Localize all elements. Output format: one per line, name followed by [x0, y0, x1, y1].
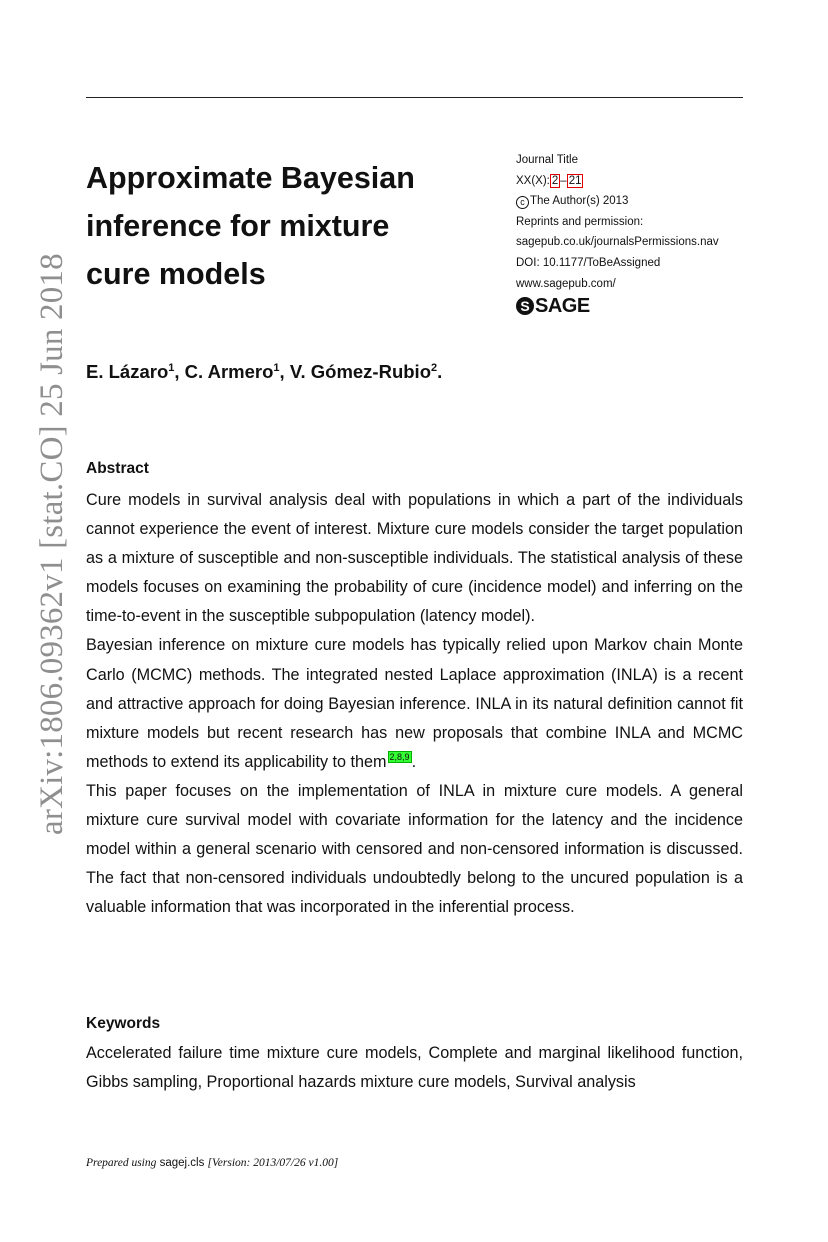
abstract-body [86, 486, 743, 922]
author-separator: , [174, 361, 185, 382]
sage-logo [516, 294, 590, 318]
sage-logo-icon: S [516, 297, 534, 315]
citation-link[interactable]: 2,8,9 [389, 751, 410, 762]
sentence-end: . [411, 752, 417, 771]
author-name: E. Lázaro [86, 361, 169, 382]
keywords-body [86, 1039, 743, 1097]
author-affiliation: 1 [273, 361, 280, 374]
website-link[interactable]: www.sagepub.com/ [516, 277, 616, 290]
footer-class-file: sagej.cls [159, 1157, 205, 1169]
page-start-link[interactable]: 2 [551, 174, 559, 187]
abstract-paragraph-text: Bayesian inference on mixture cure models has typically relied upon Markov chain Monte Carlo (MCMC) methods. The integrated nested Laplace approximation (INLA) is a recent and attractive approach for doing Bayesian inference. INLA in its natural definition cannot fit mixture models but recent research has new proposals that combine INLA and MCMC methods to extend its applicability to them [86, 636, 743, 771]
abstract-paragraph [86, 631, 743, 776]
copyright-icon: c [516, 196, 529, 209]
arxiv-identifier[interactable]: arXiv:1806.09362v1 [stat.CO] 25 Jun 2018 [34, 253, 70, 835]
page-separator: – [560, 174, 567, 187]
volume-prefix: XX(X): [516, 174, 550, 187]
author-affiliation: 1 [168, 361, 175, 374]
page-footer [86, 1156, 338, 1170]
title-line: inference for mixture [86, 209, 390, 243]
header-rule [86, 97, 743, 98]
title-line: cure models [86, 257, 266, 291]
journal-volume [516, 171, 719, 192]
author-separator: . [437, 361, 443, 382]
author-separator: , [279, 361, 290, 382]
doi-line: DOI: 10.1177/ToBeAssigned [516, 256, 661, 269]
page-end-link[interactable]: 21 [568, 174, 582, 187]
keywords-text: Accelerated failure time mixture cure models, Complete and marginal likelihood function, Gibbs sampling, Proportional hazards mixture cure models, Survival analysis [86, 1044, 743, 1092]
footer-prepared: Prepared using [86, 1157, 157, 1169]
sage-logo-text: SAGE [535, 294, 590, 317]
abstract-paragraph: Cure models in survival analysis deal with populations in which a part of the individuals cannot experience the event of interest. Mixture cure models consider the target population as a mixture of susceptible and non-susceptible individuals. The statistical analysis of these models focuses on examining the probability of cure (incidence model) and inferring on the time-to-event in the susceptible subpopulation (latency model). [86, 491, 743, 626]
author-list [86, 358, 442, 386]
author-name: V. Gómez-Rubio [289, 361, 431, 382]
title-line: Approximate Bayesian [86, 161, 415, 195]
journal-info [516, 150, 719, 294]
reprints-label: Reprints and permission: [516, 215, 644, 228]
author-name: C. Armero [184, 361, 274, 382]
permissions-link[interactable]: sagepub.co.uk/journalsPermissions.nav [516, 236, 719, 249]
abstract-heading: Abstract [86, 460, 149, 477]
journal-title: Journal Title [516, 154, 579, 166]
keywords-heading: Keywords [86, 1015, 161, 1032]
copyright-text: The Author(s) 2013 [530, 195, 629, 208]
author-affiliation: 2 [431, 361, 438, 374]
copyright-line [516, 191, 719, 212]
paper-title [86, 154, 486, 298]
abstract-paragraph: This paper focuses on the implementation of INLA in mixture cure models. A general mixture cure survival model with covariate information for the latency and the incidence model within a general scenario with censored and non-censored information is discussed. The fact that non-censored individuals undoubtedly belong to the uncured population is a valuable information that was incorporated in the inferential process. [86, 781, 743, 917]
footer-version: [Version: 2013/07/26 v1.00] [207, 1157, 339, 1169]
